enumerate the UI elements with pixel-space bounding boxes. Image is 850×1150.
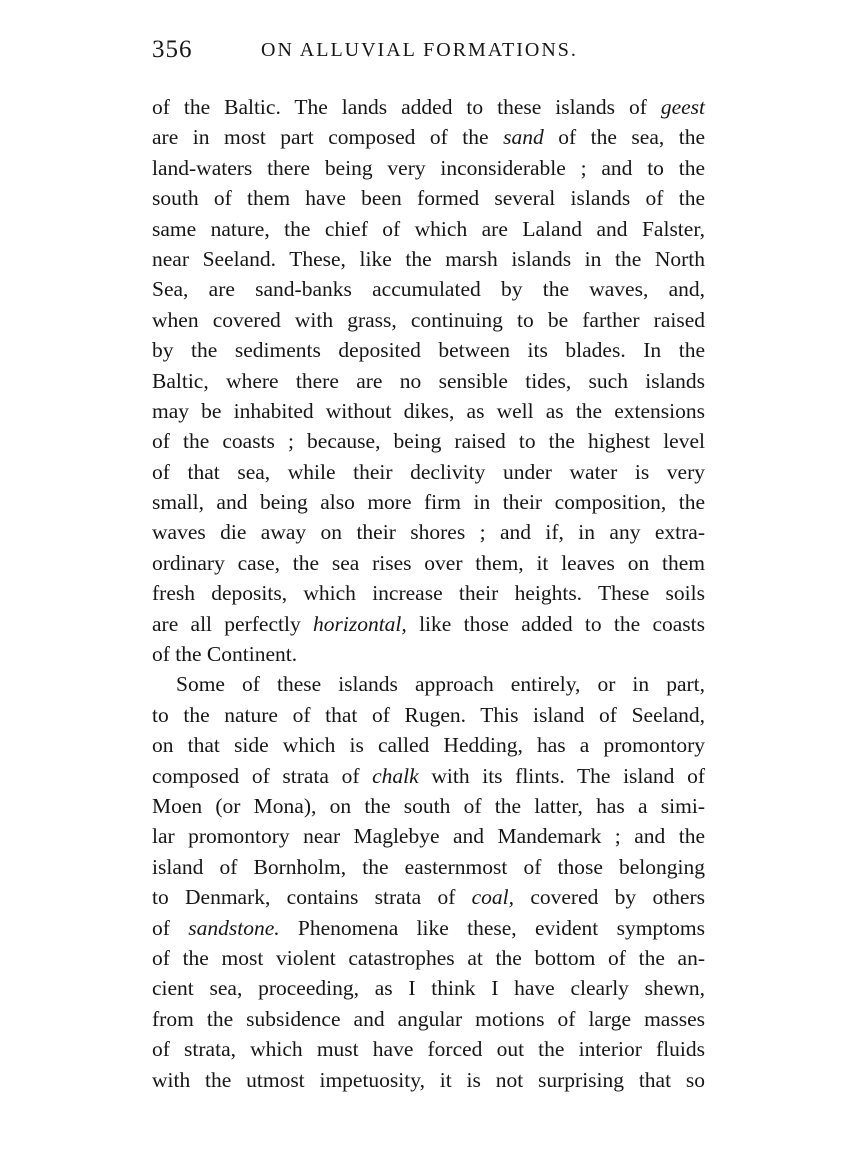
running-title: ON ALLUVIAL FORMATIONS. (261, 39, 578, 61)
text-line (152, 366, 705, 396)
text-run: Phenomena like these, evident symptoms (279, 915, 705, 940)
text-run: are in most part composed of the (152, 125, 504, 150)
text-run: on that side which is called Hedding, has a promontory (152, 733, 705, 758)
text-line (152, 183, 705, 213)
text-line (152, 913, 705, 943)
text-line (152, 335, 705, 365)
text-run: are all perfectly (152, 611, 313, 636)
text-line (152, 973, 705, 1003)
text-run: ordinary case, the sea rises over them, it leaves on them (152, 550, 705, 575)
text-run: cient sea, proceeding, as I think I have clearly shewn, (152, 976, 705, 1001)
paragraph (152, 92, 705, 669)
text-line (152, 153, 705, 183)
italic-text: geest (660, 95, 705, 119)
text-run: with its flints. The island of (418, 763, 705, 788)
text-line (152, 852, 705, 882)
text-run: of the sea, the (543, 125, 705, 150)
text-run: land-waters there being very inconsiderable ; and to the (152, 155, 705, 180)
text-run: near Seeland. These, like the marsh islands in the North (152, 246, 705, 271)
italic-text: chalk (372, 763, 419, 788)
text-run: south of them have been formed several islands of the (152, 186, 705, 211)
text-run: Some of these islands approach entirely, or in part, (176, 672, 705, 697)
text-run: Baltic, where there are no sensible tides, such islands (152, 368, 705, 393)
text-line (152, 882, 705, 912)
italic-text: horizontal, (313, 611, 407, 636)
text-line (152, 396, 705, 426)
text-run: by the sediments deposited between its blades. In the (152, 338, 705, 363)
text-run: small, and being also more firm in their composition, the (152, 490, 705, 515)
text-run: composed of strata of (152, 763, 373, 788)
text-run: like those added to the coasts (406, 611, 705, 636)
text-run: of (152, 915, 189, 940)
text-run: may be inhabited without dikes, as well as the extensions (152, 398, 705, 423)
text-run: when covered with grass, continuing to be farther raised (152, 307, 705, 332)
text-run: with the utmost impetuosity, it is not surprising that so (152, 1067, 705, 1092)
text-run: of strata, which must have forced out the interior fluids (152, 1037, 705, 1062)
text-line (152, 1034, 705, 1064)
text-line (152, 821, 705, 851)
text-line (152, 791, 705, 821)
text-line (152, 92, 705, 122)
text-run: Moen (or Mona), on the south of the latter, has a simi- (152, 793, 705, 818)
text-run: of the most violent catastrophes at the bottom of the an- (152, 945, 705, 970)
text-run: to the nature of that of Rugen. This island of Seeland, (152, 702, 705, 727)
text-line (152, 548, 705, 578)
page-number: 356 (152, 36, 193, 63)
text-run: of the Continent. (152, 642, 298, 667)
paragraph (152, 669, 705, 1094)
text-line (152, 517, 705, 547)
text-run: to Denmark, contains strata of (152, 885, 472, 910)
text-line (152, 578, 705, 608)
italic-text: sandstone. (188, 915, 280, 940)
text-line (152, 1004, 705, 1034)
text-line (152, 761, 705, 791)
text-line (152, 214, 705, 244)
text-line (152, 122, 705, 152)
text-line (152, 457, 705, 487)
text-run: island of Bornholm, the easternmost of those belonging (152, 854, 705, 879)
text-line (152, 426, 705, 456)
text-run: covered by others (514, 885, 705, 910)
text-line (152, 487, 705, 517)
text-run: same nature, the chief of which are Laland and Falster, (152, 216, 705, 241)
text-run: of the coasts ; because, being raised to the highest level (152, 429, 705, 454)
text-run: Sea, are sand-banks accumulated by the waves, and, (152, 277, 705, 302)
text-line (152, 730, 705, 760)
running-head (152, 30, 705, 70)
text-line (152, 609, 705, 639)
body-text (152, 92, 705, 1095)
text-line (152, 943, 705, 973)
text-run: fresh deposits, which increase their heights. These soils (152, 581, 705, 606)
text-run: of that sea, while their declivity under water is very (152, 459, 705, 484)
text-line (152, 305, 705, 335)
italic-text: coal, (471, 885, 515, 910)
text-run: waves die away on their shores ; and if, in any extra- (152, 520, 705, 545)
book-page (152, 30, 705, 1095)
text-run: of the Baltic. The lands added to these islands of (152, 95, 661, 119)
text-run: lar promontory near Maglebye and Mandemark ; and the (152, 824, 705, 849)
text-line (152, 700, 705, 730)
text-line (152, 274, 705, 304)
text-line (152, 639, 705, 669)
text-line (152, 244, 705, 274)
text-run: from the subsidence and angular motions of large masses (152, 1006, 705, 1031)
text-line (152, 669, 705, 699)
italic-text: sand (503, 125, 544, 150)
text-line (152, 1065, 705, 1095)
